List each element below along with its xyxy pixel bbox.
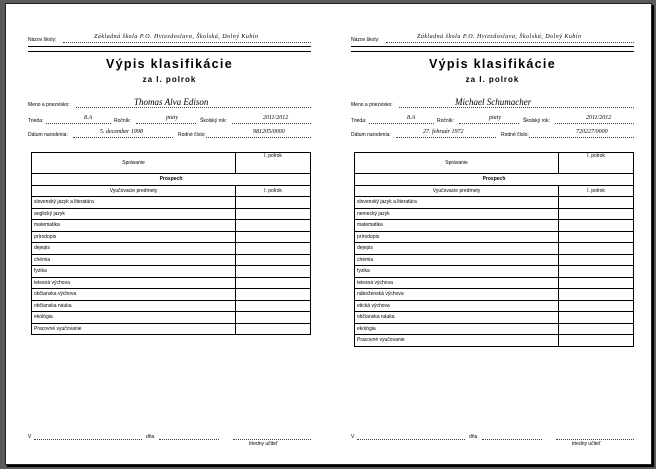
grade-cell[interactable] [559, 312, 634, 324]
grade-cell[interactable] [559, 254, 634, 266]
subject-name: náboženská výchova [355, 289, 559, 301]
school-year-value: 2011/2012 [586, 115, 612, 121]
subject-name: prírodopis [355, 231, 559, 243]
grade-cell[interactable] [559, 220, 634, 232]
term-header: I. polrok [559, 185, 634, 197]
teacher-label: triedny učiteľ [572, 441, 601, 447]
year-label: Ročník: [437, 118, 454, 124]
grade-cell[interactable] [236, 289, 311, 301]
subject-name: Pracovné vyučovanie [355, 335, 559, 347]
school-year-label: Školský rok: [200, 118, 227, 124]
grade-cell[interactable] [559, 208, 634, 220]
grade-cell[interactable] [236, 243, 311, 255]
birth-number-value: 981205/0000 [253, 129, 285, 135]
subject-name: občianska náuka [32, 300, 236, 312]
subject-name: matematika [355, 220, 559, 232]
subject-name: občianska náuka [355, 312, 559, 324]
grade-cell[interactable] [559, 300, 634, 312]
grade-cell[interactable] [559, 197, 634, 209]
name-label: Meno a priezvisko: [351, 102, 393, 108]
subject-name: Pracovné vyučovanie [32, 323, 236, 335]
class-value: 8.A [407, 115, 416, 121]
place-label: V [28, 434, 32, 440]
term-header: I. polrok [236, 153, 311, 174]
subjects-header: Vyučovacie predmety [32, 185, 236, 197]
school-label: Názov školy: [28, 37, 57, 43]
subject-name: slovenský jazyk a literatúra [355, 197, 559, 209]
grades-table [31, 152, 311, 335]
subject-name: anglický jazyk [32, 208, 236, 220]
subject-name: telesná výchova [355, 277, 559, 289]
birth-number-label: Rodné číslo: [501, 132, 529, 138]
document-sheet [5, 3, 652, 465]
subject-name: prírodopis [32, 231, 236, 243]
place-label: V [351, 434, 355, 440]
subject-name: nemecký jazyk [355, 208, 559, 220]
report-title: Výpis klasifikácie [106, 57, 233, 71]
subject-name: slovenský jazyk a literatúra [32, 197, 236, 209]
subjects-header: Vyučovacie predmety [355, 185, 559, 197]
progress-label: Prospech [32, 174, 311, 186]
grade-cell[interactable] [236, 266, 311, 278]
subject-name: ekológia [32, 312, 236, 324]
birth-date-value: 27. február 1972 [423, 129, 464, 135]
report-card-left [28, 4, 333, 464]
year-value: piaty [489, 115, 501, 121]
grade-cell[interactable] [559, 335, 634, 347]
term-header: I. polrok [559, 153, 634, 174]
date-label: dňa [469, 434, 478, 440]
school-name: Základná škola P.O. Hviezdoslava, Školská, Dolný Kubín [94, 34, 259, 40]
birth-number-value: 720227/0000 [576, 129, 608, 135]
subject-name: fyzika [355, 266, 559, 278]
grade-cell[interactable] [236, 208, 311, 220]
grade-cell[interactable] [559, 231, 634, 243]
grade-cell[interactable] [236, 323, 311, 335]
birth-number-label: Rodné číslo: [178, 132, 206, 138]
birth-date-label: Dátum narodenia: [28, 132, 68, 138]
grade-cell[interactable] [559, 289, 634, 301]
behaviour-label: Správanie [355, 153, 559, 174]
birth-date-value: 5. december 1998 [100, 129, 143, 135]
grades-table [354, 152, 634, 347]
class-label: Trieda: [28, 118, 44, 124]
teacher-label: triedny učiteľ [249, 441, 278, 447]
name-label: Meno a priezvisko: [28, 102, 70, 108]
subject-name: matematika [32, 220, 236, 232]
progress-label: Prospech [355, 174, 634, 186]
class-value: 8.A [84, 115, 93, 121]
report-card-right [351, 4, 656, 464]
school-label: Názov školy: [351, 37, 380, 43]
grade-cell[interactable] [559, 243, 634, 255]
grade-cell[interactable] [236, 220, 311, 232]
subject-name: občianska výchova [32, 289, 236, 301]
grade-cell[interactable] [559, 266, 634, 278]
grade-cell[interactable] [236, 254, 311, 266]
grade-cell[interactable] [236, 231, 311, 243]
subject-name: etická výchova [355, 300, 559, 312]
class-label: Trieda: [351, 118, 367, 124]
school-year-value: 2011/2012 [263, 115, 289, 121]
subject-name: chémia [32, 254, 236, 266]
school-name: Základná škola P.O. Hviezdoslava, Školská, Dolný Kubín [417, 34, 582, 40]
school-year-label: Školský rok: [523, 118, 550, 124]
grade-cell[interactable] [236, 197, 311, 209]
student-name: Michael Schumacher [455, 97, 532, 107]
grade-cell[interactable] [559, 323, 634, 335]
year-value: piaty [166, 115, 178, 121]
year-label: Ročník: [114, 118, 131, 124]
grade-cell[interactable] [236, 277, 311, 289]
student-name: Thomas Alva Edison [134, 97, 209, 107]
subject-name: ekológia [355, 323, 559, 335]
subject-name: fyzika [32, 266, 236, 278]
behaviour-label: Správanie [32, 153, 236, 174]
grade-cell[interactable] [236, 312, 311, 324]
report-title: Výpis klasifikácie [429, 57, 556, 71]
subject-name: telesná výchova [32, 277, 236, 289]
date-label: dňa [146, 434, 155, 440]
report-subtitle: za I. polrok [142, 75, 197, 84]
subject-name: dejepis [32, 243, 236, 255]
subject-name: chémia [355, 254, 559, 266]
birth-date-label: Dátum narodenia: [351, 132, 391, 138]
report-subtitle: za I. polrok [465, 75, 520, 84]
subject-name: dejepis [355, 243, 559, 255]
grade-cell[interactable] [559, 277, 634, 289]
grade-cell[interactable] [236, 300, 311, 312]
term-header: I. polrok [236, 185, 311, 197]
